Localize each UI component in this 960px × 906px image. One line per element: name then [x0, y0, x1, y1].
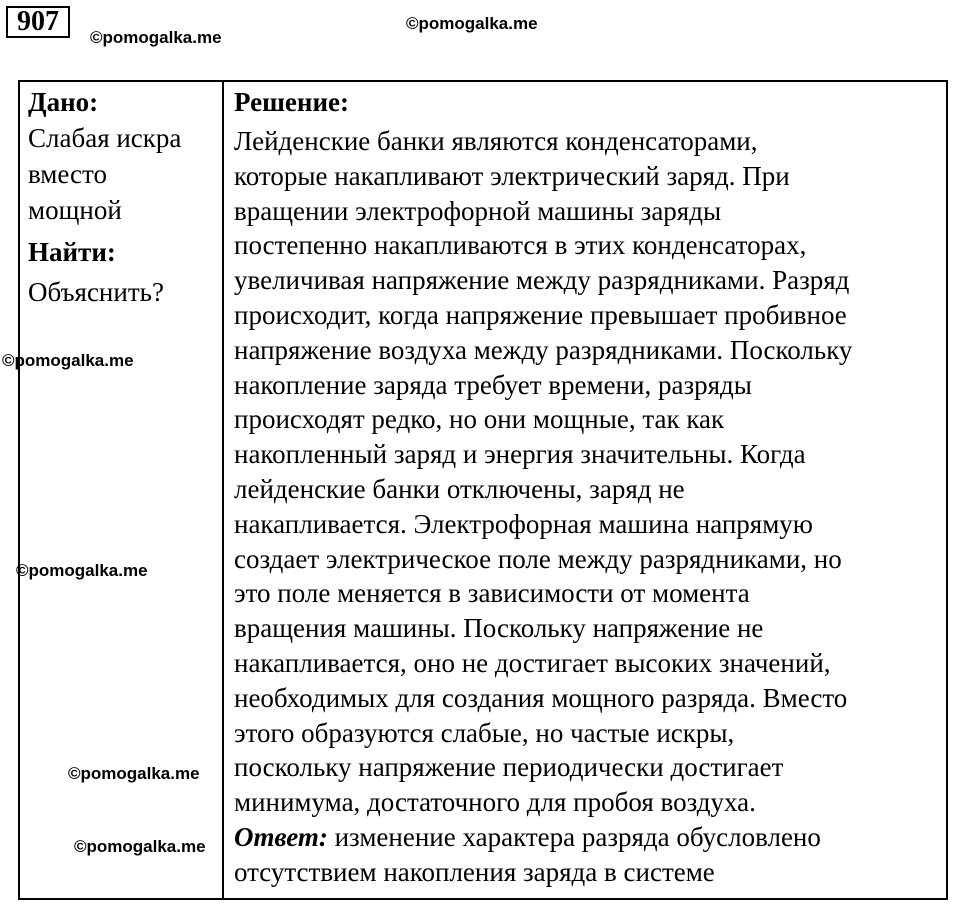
given-column	[28, 84, 218, 310]
solution-line: которые накапливают электрический заряд. При	[234, 160, 790, 191]
find-title: Найти:	[28, 237, 116, 267]
watermark: ©pomogalka.me	[406, 14, 538, 33]
solution-line: необходимых для создания мощного разряда. Вместо	[234, 682, 848, 713]
solution-line: вращения машины. Поскольку напряжение не	[234, 613, 764, 644]
answer-line-continued: отсутствием накопления заряда в системе	[234, 856, 715, 887]
solution-line: минимума, достаточного для пробоя воздуха.	[234, 787, 756, 818]
solution-line: происходит, когда напряжение превышает пробивное	[234, 299, 847, 330]
watermark: ©pomogalka.me	[2, 351, 134, 370]
problem-number: 907	[6, 6, 70, 38]
solution-line: вращении электрофорной машины заряды	[234, 195, 722, 226]
solution-line: накапливается. Электрофорная машина напрямую	[234, 508, 813, 539]
solution-line: лейденские банки отключены, заряд не	[234, 473, 685, 504]
solution-title: Решение:	[234, 87, 349, 117]
solution-line: этого образуются слабые, но частые искры,	[234, 717, 735, 748]
solution-line: поскольку напряжение периодически достигает	[234, 752, 784, 783]
given-title: Дано:	[28, 87, 99, 117]
solution-line: происходят редко, но они мощные, так как	[234, 404, 725, 435]
solution-line: увеличивая напряжение между разрядниками. Разряд	[234, 265, 850, 296]
solution-line: напряжение воздуха между разрядниками. Поскольку	[234, 334, 853, 365]
column-divider	[222, 80, 224, 900]
watermark: ©pomogalka.me	[74, 837, 206, 856]
solution-line: постепенно накапливаются в этих конденсаторах,	[234, 230, 807, 261]
solution-line: накопление заряда требует времени, разряды	[234, 369, 752, 400]
answer-label: Ответ:	[234, 821, 328, 852]
given-line: мощной	[28, 195, 122, 225]
solution-line: создает электрическое поле между разрядниками, но	[234, 543, 842, 574]
solution-line: накапливается, оно не достигает высоких значений,	[234, 647, 831, 678]
answer-text: изменение характера разряда обусловлено	[334, 821, 821, 852]
find-text: Объяснить?	[28, 277, 164, 307]
given-line: вместо	[28, 159, 107, 189]
solution-line: Лейденские банки являются конденсаторами,	[234, 126, 758, 156]
solution-line: накопленный заряд и энергия значительны. Когда	[234, 439, 806, 470]
solution-column	[234, 84, 944, 890]
watermark: ©pomogalka.me	[16, 561, 148, 580]
answer-line	[234, 820, 944, 855]
watermark: ©pomogalka.me	[90, 28, 222, 47]
solution-line: это поле меняется в зависимости от момента	[234, 578, 750, 609]
watermark: ©pomogalka.me	[68, 764, 200, 783]
given-line: Слабая искра	[28, 123, 182, 153]
